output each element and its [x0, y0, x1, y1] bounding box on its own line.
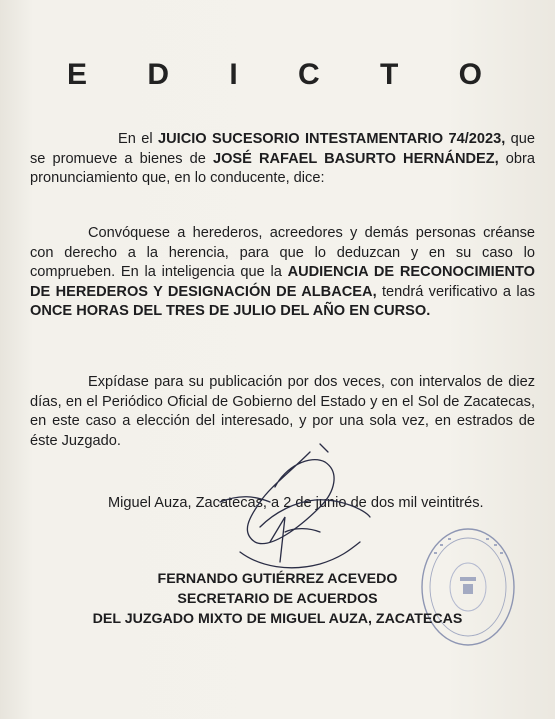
- signatory-name: FERNANDO GUTIÉRREZ ACEVEDO: [157, 571, 398, 587]
- document-title: E D I C T O: [66, 58, 508, 91]
- intro-text: En el: [118, 131, 158, 147]
- handwritten-signature: [200, 432, 400, 582]
- intro-mid-text: que se promueve a bienes de: [30, 131, 535, 167]
- signatory-position: SECRETARIO DE ACUERDOS: [177, 591, 378, 607]
- paragraph-case-intro: [30, 130, 535, 189]
- deceased-name: JOSÉ RAFAEL BASURTO HERNÁNDEZ,: [212, 150, 499, 167]
- convocation-text: Convóquese a herederos, acreedores y demás personas créanse con derecho a la herencia, para que lo deduzcan y en su caso lo comprueben. En la inteligencia que la: [30, 225, 535, 280]
- hearing-time: ONCE HORAS DEL TRES DE JULIO DEL AÑO EN CURSO.: [30, 303, 431, 319]
- hearing-name: AUDIENCIA DE RECONOCIMIENTO DE HEREDEROS Y DESIGNACIÓN DE ALBACEA,: [30, 264, 535, 300]
- case-type: JUICIO SUCESORIO INTESTAMENTARIO 74/2023,: [157, 131, 506, 147]
- date-line: Miguel Auza, Zacatecas, a 2 de junio de dos mil veintitrés.: [108, 495, 484, 511]
- convocation-mid-text: tendrá verificativo a las: [376, 283, 535, 300]
- intro-end-text: obra pronunciamiento que, en lo conducente, dice:: [30, 150, 535, 186]
- paragraph-publication: Expídase para su publicación por dos veces, con intervalos de diez días, en el Periódico Oficial de Gobierno del Estado y en el Sol de Zacatecas, en este caso a elección del interesado, y por una sola vez, en estrados de éste Juzgado.: [30, 374, 535, 449]
- signatory-block: [0, 569, 555, 629]
- paragraph-convocation: [30, 224, 535, 322]
- signatory-court: DEL JUZGADO MIXTO DE MIGUEL AUZA, ZACATECAS: [92, 611, 463, 627]
